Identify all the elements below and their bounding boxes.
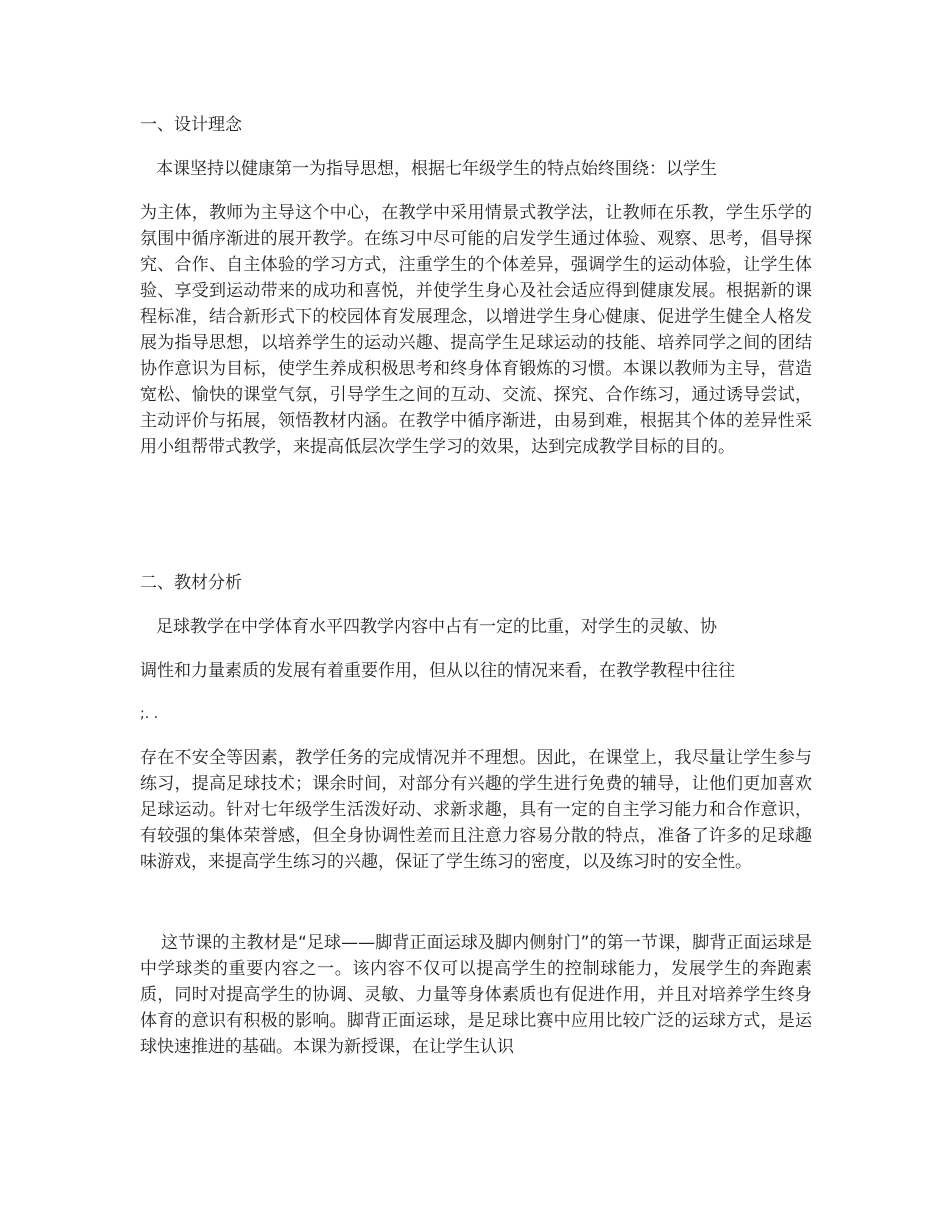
section-2-first-line: 足球教学在中学体育水平四教学内容中占有一定的比重，对学生的灵敏、协 bbox=[156, 617, 717, 637]
section-2-body: 存在不安全等因素，教学任务的完成情况并不理想。因此，在课堂上，我尽量让学生参与练习，提高足球技术；课余时间，对部分有兴趣的学生进行免费的辅导，让他们更加喜欢足球运动。针对七年级学生活泼好动、求新求趣，具有一定的自主学习能力和合作意识，有较强的集体荣誉感，但全身协调性差而且注意力容易分散的特点，准备了许多的足球趣味游戏，来提高学生练习的兴趣，保证了学生练习的密度，以及练习时的安全性。 bbox=[140, 748, 812, 872]
section-1-body: 为主体，教师为主导这个中心，在教学中采用情景式教学法，让教师在乐教，学生乐学的氛围中循序渐进的展开教学。在练习中尽可能的启发学生通过体验、观察、思考，倡导探究、合作、自主体验的学习方式，注重学生的个体差异，强调学生的运动体验，让学生体验、享受到运动带来的成功和喜悦，并使学生身心及社会适应得到健康发展。根据新的课程标准，结合新形式下的校园体育发展理念，以增进学生身心健康、促进学生健全人格发展为指导思想，以培养学生的运动兴趣、提高学生足球运动的技能、培养同学之间的团结协作意识为目标，使学生养成积极思考和终身体育锻炼的习惯。本课以教师为主导，营造宽松、愉快的课堂气氛，引导学生之间的互动、交流、探究、合作练习，通过诱导尝试，主动评价与拓展，领悟教材内涵。在教学中循序渐进，由易到难，根据其个体的差异性采用小组帮带式教学，来提高低层次学生学习的效果，达到完成教学目标的目的。 bbox=[140, 203, 812, 457]
section-1-first-line: 本课坚持以健康第一为指导思想，根据七年级学生的特点始终围绕：以学生 bbox=[156, 159, 717, 179]
section-2-body-2: 这节课的主教材是“足球——脚背正面运球及脚内侧射门”的第一节课，脚背正面运球是中学球类的重要内容之一。该内容不仅可以提高学生的控制球能力，发展学生的奔跑素质，同时对提高学生的协调、灵敏、力量等身体素质也有促进作用，并且对培养学生终身体育的意识有积极的影响。脚背正面运球，是足球比赛中应用比较广泛的运球方式，是运球快速推进的基础。本课为新授课，在让学生认识 bbox=[140, 933, 812, 1057]
stray-mark: ;. . bbox=[140, 706, 159, 722]
section-2-second-line: 调性和力量素质的发展有着重要作用，但从以往的情况来看，在教学教程中往往 bbox=[140, 661, 735, 681]
section-2-heading: 二、教材分析 bbox=[140, 573, 242, 593]
section-1-heading: 一、设计理念 bbox=[140, 115, 242, 135]
